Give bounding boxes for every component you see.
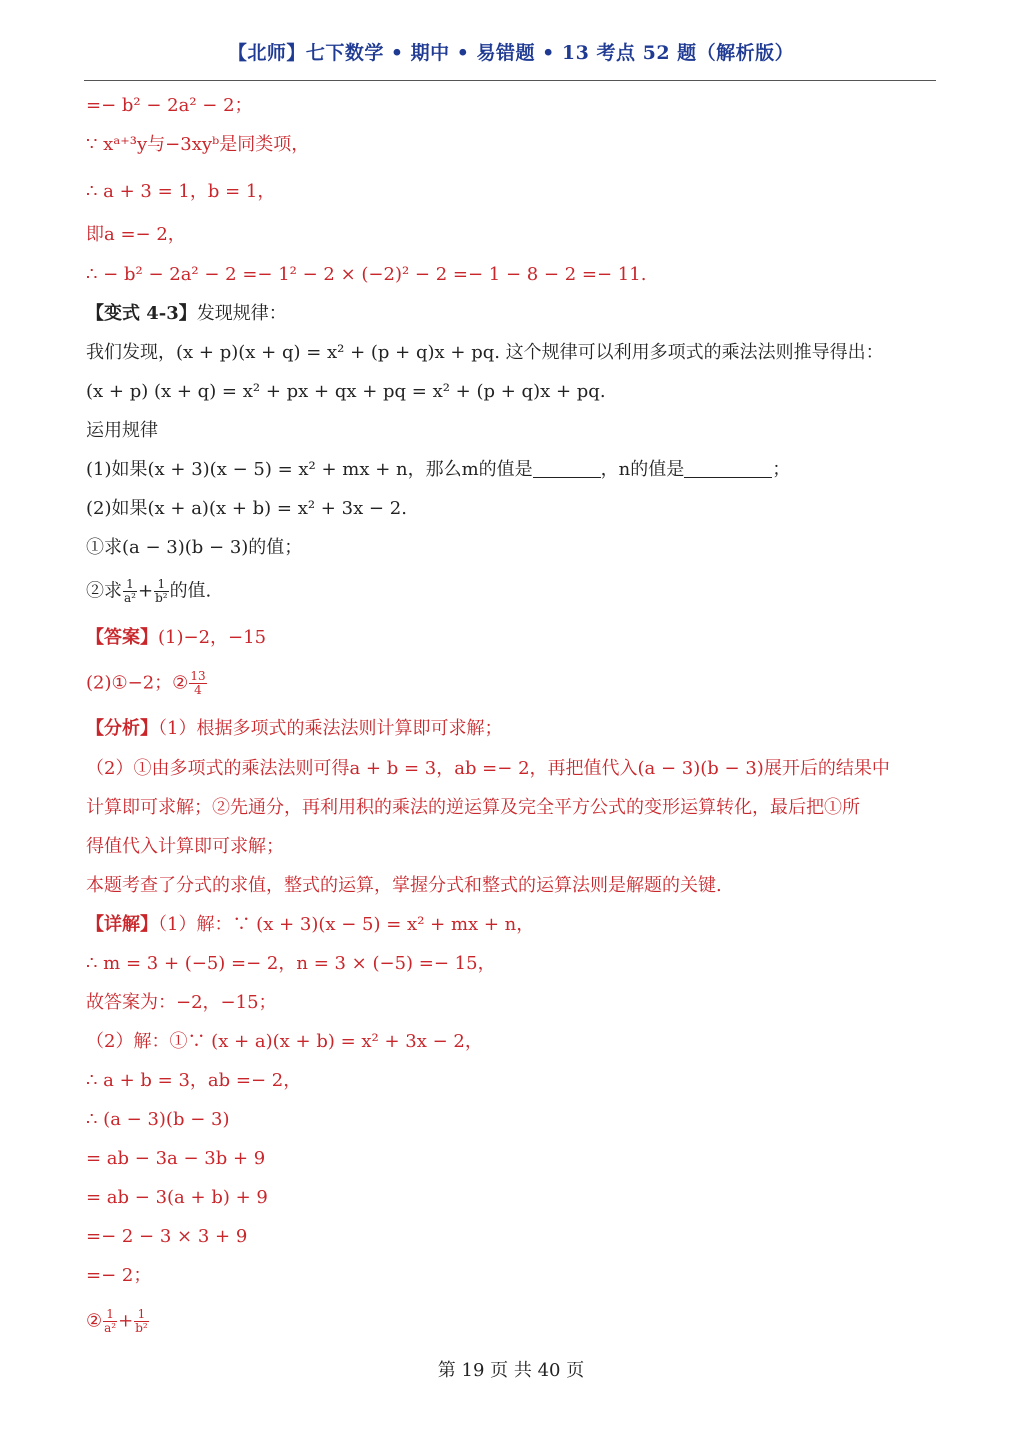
detail-line: =− 2； (86, 1265, 152, 1286)
header-divider (84, 80, 936, 81)
variant-heading (86, 302, 287, 326)
detail-line: 故答案为：−2，−15； (86, 992, 277, 1013)
analysis-line (86, 717, 502, 741)
fraction (154, 578, 169, 605)
detail-line: ∴ a + b = 3，ab =− 2， (86, 1070, 302, 1091)
analysis-line: 得值代入计算即可求解； (86, 836, 284, 857)
denominator: 4 (194, 683, 202, 697)
answer-text: (1)−2，−15 (158, 627, 267, 648)
analysis-line: 计算即可求解；②先通分，再利用积的乘法的逆运算及完全平方公式的变形运算转化，最后把①所 (86, 797, 860, 818)
problem-text: (x + p) (x + q) = x² + px + qx + pq = x² + (p + q)x + pq. (86, 381, 606, 402)
problem-question-1 (86, 458, 790, 482)
detail-line (86, 913, 534, 937)
detail-line: = ab − 3(a + b) + 9 (86, 1187, 268, 1208)
solution-line: =− b² − 2a² − 2； (86, 95, 253, 116)
fraction (123, 578, 137, 605)
answer-tag: 【答案】 (86, 627, 158, 648)
numerator: 1 (134, 1308, 149, 1322)
denominator: a² (124, 591, 136, 605)
question-text: ； (772, 459, 791, 480)
answer-text: (2)①−2；② (86, 672, 189, 694)
answer-blank-m[interactable] (533, 459, 601, 478)
analysis-tag: 【分析】 (86, 718, 158, 739)
problem-subquestion: ①求(a − 3)(b − 3)的值； (86, 537, 303, 558)
numerator: 1 (123, 578, 137, 592)
denominator: a² (104, 1321, 117, 1335)
detail-text: （1）解：∵ (x + 3)(x − 5) = x² + mx + n， (158, 914, 535, 935)
plus-sign: + (137, 580, 154, 602)
question-text: (1)如果(x + 3)(x − 5) = x² + mx + n，那么m的值是 (86, 459, 533, 480)
question-text: ，n的值是 (600, 459, 685, 480)
question-text: 的值. (169, 580, 212, 602)
variant-tag: 【变式 4-3】 (86, 303, 197, 324)
numerator: 1 (103, 1308, 117, 1322)
detail-line: =− 2 − 3 × 3 + 9 (86, 1226, 248, 1247)
denominator: b² (135, 1321, 148, 1335)
detail-line: （2）解：①∵ (x + a)(x + b) = x² + 3x − 2， (86, 1031, 483, 1052)
analysis-line: （2）①由多项式的乘法法则可得a + b = 3，ab =− 2，再把值代入(a − 3)(b − 3)展开后的结果中 (86, 758, 890, 779)
problem-text: 我们发现，(x + p)(x + q) = x² + (p + q)x + pq. 这个规律可以利用多项式的乘法法则推导得出： (86, 342, 884, 363)
denominator: b² (155, 591, 168, 605)
analysis-line: 本题考查了分式的求值，整式的运算，掌握分式和整式的运算法则是解题的关键. (86, 875, 722, 896)
solution-line: ∴ a + 3 = 1，b = 1， (86, 181, 276, 202)
solution-line: ∴ − b² − 2a² − 2 =− 1² − 2 × (−2)² − 2 =− 1 − 8 − 2 =− 11. (86, 264, 647, 285)
fraction (189, 670, 206, 697)
plus-sign: + (118, 1310, 134, 1332)
question-text: ②求 (86, 580, 122, 602)
detail-line: ∴ m = 3 + (−5) =− 2，n = 3 × (−5) =− 15， (86, 953, 496, 974)
fraction (103, 1308, 117, 1335)
detail-line: ∴ (a − 3)(b − 3) (86, 1109, 230, 1130)
solution-line: 即a =− 2， (86, 224, 186, 245)
numerator: 1 (154, 578, 169, 592)
variant-title: 发现规律： (196, 303, 287, 324)
answer-line (86, 670, 208, 697)
problem-text: 运用规律 (86, 420, 158, 441)
analysis-text: （1）根据多项式的乘法法则计算即可求解； (158, 718, 503, 739)
detail-tag: 【详解】 (86, 914, 158, 935)
problem-subquestion (86, 578, 211, 605)
solution-line: ∵ xᵃ⁺³y与−3xyᵇ是同类项， (86, 134, 310, 155)
page-footer: 第 19 页 共 40 页 (437, 1360, 585, 1381)
detail-text: ② (86, 1310, 103, 1332)
problem-question-2: (2)如果(x + a)(x + b) = x² + 3x − 2. (86, 498, 407, 519)
detail-line: = ab − 3a − 3b + 9 (86, 1148, 266, 1169)
answer-line (86, 626, 266, 650)
answer-blank-n[interactable] (684, 459, 772, 478)
numerator: 13 (190, 669, 206, 683)
detail-line (86, 1308, 150, 1335)
fraction (134, 1308, 149, 1335)
page-header: 【北师】七下数学 • 期中 • 易错题 • 13 考点 52 题（解析版） (227, 42, 795, 64)
